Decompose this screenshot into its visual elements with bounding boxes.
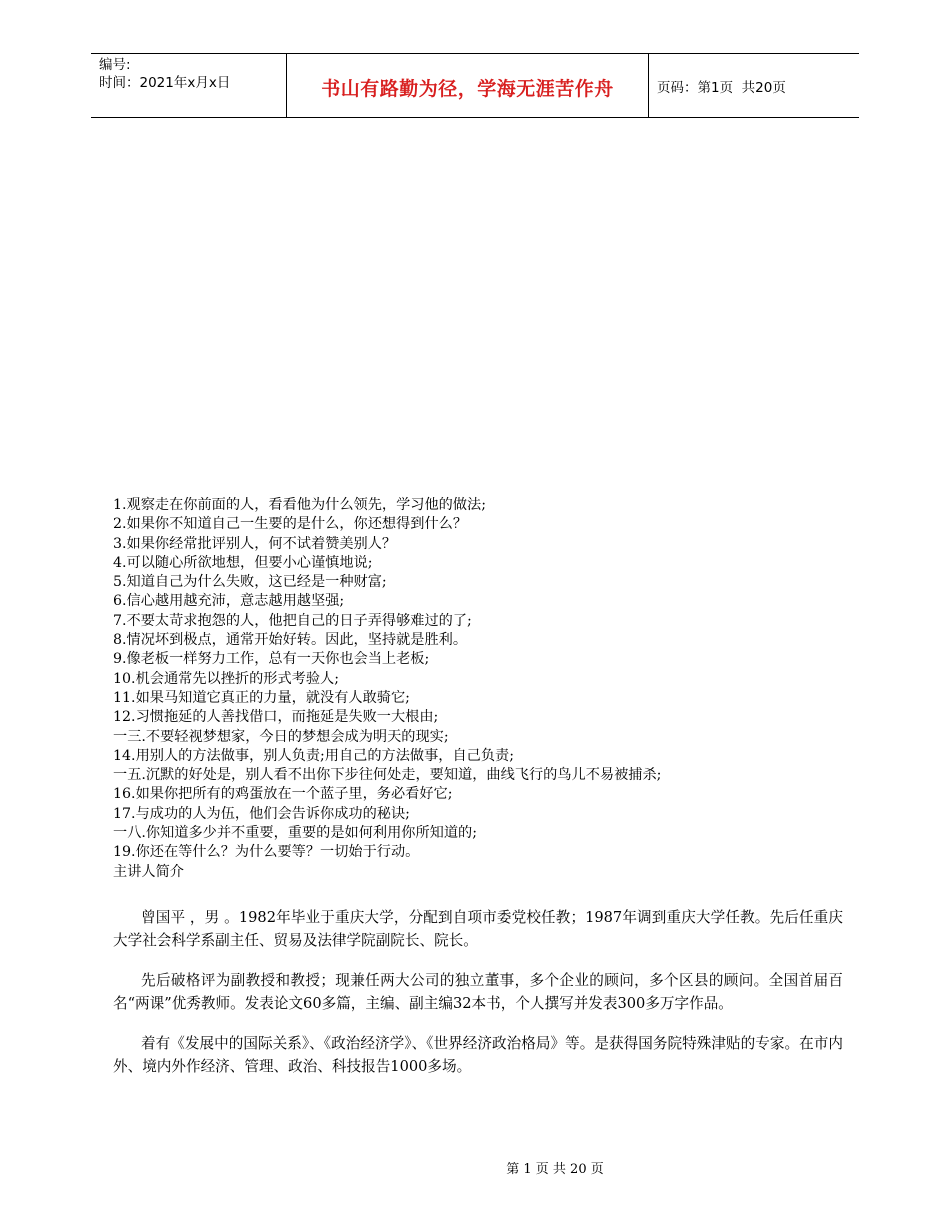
quote-item: 一三.不要轻视梦想家，今日的梦想会成为明天的现实; — [113, 728, 449, 745]
quote-item: 19.你还在等什么？为什么要等？一切始于行动。 — [113, 844, 420, 861]
quote-item: 1.观察走在你前面的人，看看他为什么领先，学习他的做法; — [113, 497, 487, 513]
quote-item: 一五.沉默的好处是，别人看不出你下步往何处走，要知道，曲线飞行的鸟儿不易被捕杀; — [113, 767, 662, 784]
header-motto-cell — [287, 54, 649, 117]
quote-item: 11.如果马知道它真正的力量，就没有人敢骑它; — [113, 689, 410, 706]
document-body — [113, 496, 843, 1078]
speaker-bio-paragraph: 着有《发展中的国际关系》、《政治经济学》、《世界经济政治格局》等。是获得国务院特殊津贴的专家。在市内外、境内外作经济、管理、政治、科技报告1000多场。 — [113, 1034, 843, 1075]
header-meta — [91, 54, 287, 117]
quote-item: 8.情况坏到极点，通常开始好转。因此，坚持就是胜利。 — [113, 632, 468, 649]
quote-item: 3.如果你经常批评别人，何不试着赞美别人？ — [113, 535, 397, 552]
header-page-number: 页码：第1页 共20页 — [657, 79, 786, 96]
quote-list — [113, 496, 843, 863]
quote-item: 9.像老板一样努力工作，总有一天你也会当上老板; — [113, 651, 430, 668]
speaker-bio-paragraph: 曾国平 ，男 。1982年毕业于重庆大学，分配到自项市委党校任教；1987年调到重庆大学任教。先后任重庆大学社会科学系副主任、贸易及法律学院副院长、院长。 — [113, 908, 843, 949]
quote-item: 7.不要太苛求抱怨的人，他把自己的日子弄得够难过的了; — [113, 612, 472, 629]
quote-item: 5.知道自己为什么失败，这已经是一种财富; — [113, 574, 387, 591]
quote-item: 10.机会通常先以挫折的形式考验人; — [113, 670, 339, 687]
quote-item: 6.信心越用越充沛，意志越用越坚强; — [113, 593, 345, 610]
speaker-bio-paragraph: 先后破格评为副教授和教授；现兼任两大公司的独立董事，多个企业的顾问，多个区县的顾问。全国首届百名“两课”优秀教师。发表论文60多篇，主编、副主编32本书，个人撰写并发表300多万字作品。 — [113, 971, 843, 1012]
document-number-label: 编号: — [99, 57, 131, 73]
header-page-cell — [649, 54, 859, 117]
speaker-section-title: 主讲人简介 — [113, 863, 184, 880]
quote-item: 2.如果你不知道自己一生要的是什么，你还想得到什么？ — [113, 516, 468, 533]
page-header — [91, 53, 859, 118]
page-footer — [0, 1158, 950, 1177]
quote-item: 12.习惯拖延的人善找借口，而拖延是失败一大根由; — [113, 709, 439, 726]
document-time-label: 时间：2021年x月x日 — [99, 75, 231, 91]
quote-item: 17.与成功的人为伍，他们会告诉你成功的秘诀; — [113, 805, 410, 822]
quote-item: 4.可以随心所欲地想，但要小心谨慎地说; — [113, 554, 373, 571]
header-motto: 书山有路勤为径，学海无涯苦作舟 — [321, 78, 614, 100]
quote-item: 一八.你知道多少并不重要，重要的是如何利用你所知道的; — [113, 825, 477, 842]
footer-page-number: 第 1 页 共 20 页 — [506, 1162, 604, 1177]
quote-item: 14.用别人的方法做事，别人负责;用自己的方法做事，自己负责; — [113, 747, 514, 764]
quote-item: 16.如果你把所有的鸡蛋放在一个蓝子里，务必看好它; — [113, 786, 453, 803]
